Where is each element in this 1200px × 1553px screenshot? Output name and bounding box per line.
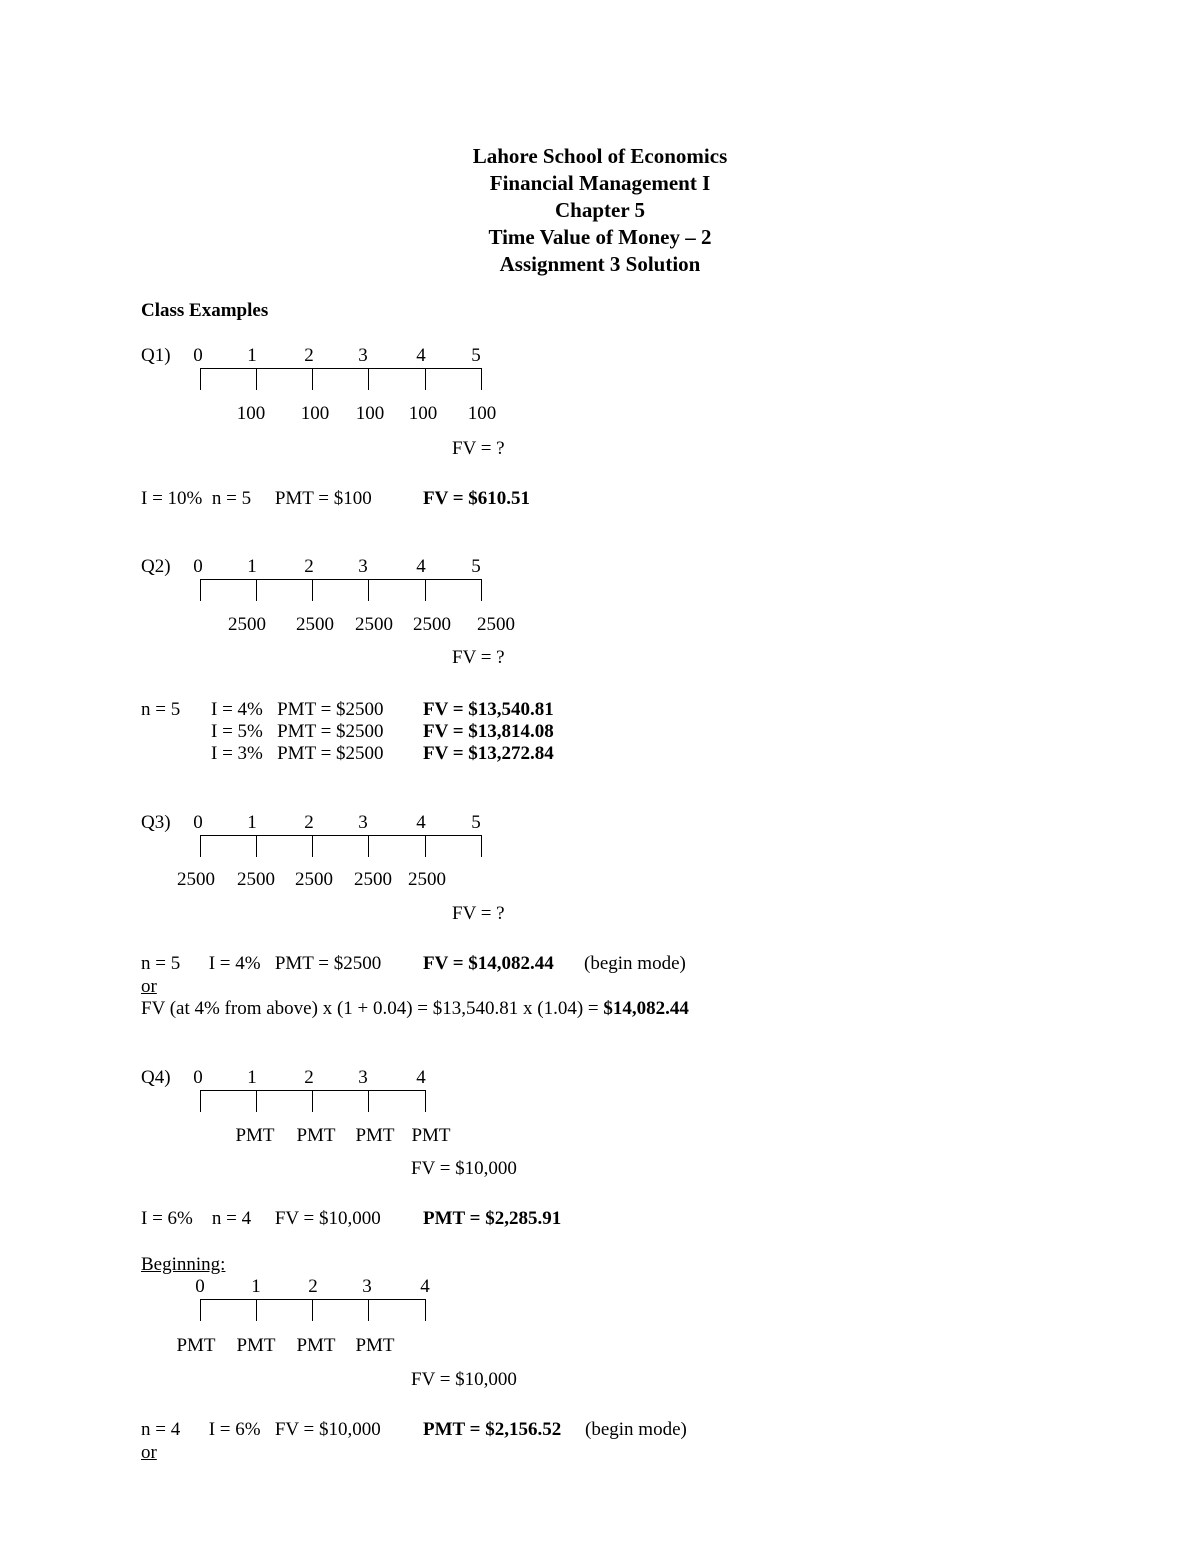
period-label: 0 xyxy=(193,345,203,366)
timeline-axis xyxy=(200,835,482,836)
q4-answer: PMT = $2,285.91 xyxy=(423,1208,562,1229)
cashflow-label: 2500 xyxy=(177,869,215,890)
timeline-tick xyxy=(312,579,313,601)
q1-answer: FV = $610.51 xyxy=(423,488,531,509)
q4-given: I = 6% n = 4 FV = $10,000 xyxy=(141,1208,381,1229)
timeline-tick xyxy=(312,835,313,857)
q1-given: I = 10% n = 5 PMT = $100 xyxy=(141,488,372,509)
q2-answer-row: FV = $13,540.81 xyxy=(423,699,554,720)
q2-n: n = 5 xyxy=(141,699,181,720)
cashflow-label: PMT xyxy=(236,1335,276,1356)
timeline-tick xyxy=(256,835,257,857)
period-label: 4 xyxy=(420,1276,430,1297)
cashflow-label: 100 xyxy=(300,403,330,424)
period-label: 2 xyxy=(308,1276,318,1297)
period-label: 4 xyxy=(416,812,426,833)
q3-alt-text: FV (at 4% from above) x (1 + 0.04) = $13,540.81 x (1.04) = xyxy=(141,998,604,1019)
q3-given: n = 5 I = 4% PMT = $2500 xyxy=(141,953,382,974)
q2-given-row: I = 3% PMT = $2500 xyxy=(211,743,384,764)
cashflow-label: 2500 xyxy=(408,869,446,890)
timeline-axis xyxy=(200,1090,426,1091)
period-label: 1 xyxy=(247,556,257,577)
target-label: FV = ? xyxy=(452,903,505,924)
timeline-axis xyxy=(200,368,482,369)
period-label: 0 xyxy=(193,812,203,833)
beginning-label: Beginning: xyxy=(141,1254,226,1275)
cashflow-label: PMT xyxy=(235,1125,275,1146)
target-label: FV = ? xyxy=(452,647,505,668)
cashflow-label: 2500 xyxy=(237,869,275,890)
period-label: 1 xyxy=(251,1276,261,1297)
period-label: 5 xyxy=(471,812,481,833)
cashflow-label: PMT xyxy=(176,1335,216,1356)
timeline-tick xyxy=(200,1299,201,1321)
period-label: 4 xyxy=(416,1067,426,1088)
target-label: FV = ? xyxy=(452,438,505,459)
period-label: 0 xyxy=(195,1276,205,1297)
timeline-tick xyxy=(481,835,482,857)
timeline-tick xyxy=(256,1090,257,1112)
course-name: Financial Management I xyxy=(489,171,711,195)
target-label: FV = $10,000 xyxy=(411,1158,517,1179)
period-label: 3 xyxy=(358,345,368,366)
timeline-tick xyxy=(425,579,426,601)
q3-or: or xyxy=(141,976,157,997)
cashflow-label: 2500 xyxy=(413,614,451,635)
cashflow-label: 2500 xyxy=(296,614,334,635)
q2-answer-row: FV = $13,272.84 xyxy=(423,743,554,764)
timeline-tick xyxy=(368,1090,369,1112)
timeline-tick xyxy=(200,835,201,857)
q3-mode: (begin mode) xyxy=(584,953,686,974)
period-label: 1 xyxy=(247,812,257,833)
period-label: 3 xyxy=(358,556,368,577)
timeline-tick xyxy=(256,1299,257,1321)
timeline-tick xyxy=(368,368,369,390)
beginning-answer: PMT = $2,156.52 xyxy=(423,1419,562,1440)
assignment-title: Assignment 3 Solution xyxy=(499,252,701,276)
q3-alt-calc xyxy=(141,998,689,1020)
timeline-tick xyxy=(312,1090,313,1112)
timeline-tick xyxy=(256,579,257,601)
cashflow-label: PMT xyxy=(296,1335,336,1356)
timeline-tick xyxy=(481,579,482,601)
period-label: 0 xyxy=(193,1067,203,1088)
q3-label: Q3) xyxy=(141,812,171,833)
timeline-tick xyxy=(312,1299,313,1321)
target-label: FV = $10,000 xyxy=(411,1369,517,1390)
q2-given-row: I = 4% PMT = $2500 xyxy=(211,699,384,720)
cashflow-label: 100 xyxy=(467,403,497,424)
period-label: 2 xyxy=(304,345,314,366)
school-name: Lahore School of Economics xyxy=(472,144,728,168)
timeline-tick xyxy=(200,368,201,390)
cashflow-label: 2500 xyxy=(295,869,333,890)
cashflow-label: PMT xyxy=(411,1125,451,1146)
period-label: 4 xyxy=(416,556,426,577)
timeline-tick xyxy=(200,579,201,601)
period-label: 0 xyxy=(193,556,203,577)
timeline-tick xyxy=(425,1299,426,1321)
cashflow-label: 2500 xyxy=(477,614,515,635)
cashflow-label: 100 xyxy=(408,403,438,424)
q3-answer: FV = $14,082.44 xyxy=(423,953,554,974)
cashflow-label: PMT xyxy=(296,1125,336,1146)
timeline-tick xyxy=(368,1299,369,1321)
timeline-tick xyxy=(256,368,257,390)
period-label: 3 xyxy=(362,1276,372,1297)
q2-answer-row: FV = $13,814.08 xyxy=(423,721,554,742)
q2-label: Q2) xyxy=(141,556,171,577)
timeline-tick xyxy=(368,579,369,601)
cashflow-label: PMT xyxy=(355,1335,395,1356)
period-label: 2 xyxy=(304,1067,314,1088)
section-title: Class Examples xyxy=(141,300,269,321)
timeline-tick xyxy=(312,368,313,390)
timeline-tick xyxy=(425,835,426,857)
cashflow-label: 100 xyxy=(355,403,385,424)
beginning-mode: (begin mode) xyxy=(585,1419,687,1440)
timeline-tick xyxy=(481,368,482,390)
period-label: 5 xyxy=(471,345,481,366)
timeline-tick xyxy=(425,368,426,390)
timeline-tick xyxy=(425,1090,426,1112)
chapter-title: Chapter 5 xyxy=(554,198,646,222)
timeline-axis xyxy=(200,579,482,580)
beginning-or: or xyxy=(141,1442,157,1463)
q1-label: Q1) xyxy=(141,345,171,366)
cashflow-label: 2500 xyxy=(354,869,392,890)
cashflow-label: PMT xyxy=(355,1125,395,1146)
cashflow-label: 100 xyxy=(236,403,266,424)
topic-title: Time Value of Money – 2 xyxy=(488,225,712,249)
period-label: 1 xyxy=(247,345,257,366)
period-label: 1 xyxy=(247,1067,257,1088)
period-label: 3 xyxy=(358,1067,368,1088)
period-label: 5 xyxy=(471,556,481,577)
cashflow-label: 2500 xyxy=(228,614,266,635)
q4-label: Q4) xyxy=(141,1067,171,1088)
cashflow-label: 2500 xyxy=(355,614,393,635)
q2-given-row: I = 5% PMT = $2500 xyxy=(211,721,384,742)
timeline-axis xyxy=(200,1299,426,1300)
q3-alt-answer: $14,082.44 xyxy=(603,998,689,1019)
timeline-tick xyxy=(200,1090,201,1112)
period-label: 3 xyxy=(358,812,368,833)
timeline-tick xyxy=(368,835,369,857)
period-label: 2 xyxy=(304,556,314,577)
period-label: 4 xyxy=(416,345,426,366)
beginning-given: n = 4 I = 6% FV = $10,000 xyxy=(141,1419,381,1440)
period-label: 2 xyxy=(304,812,314,833)
